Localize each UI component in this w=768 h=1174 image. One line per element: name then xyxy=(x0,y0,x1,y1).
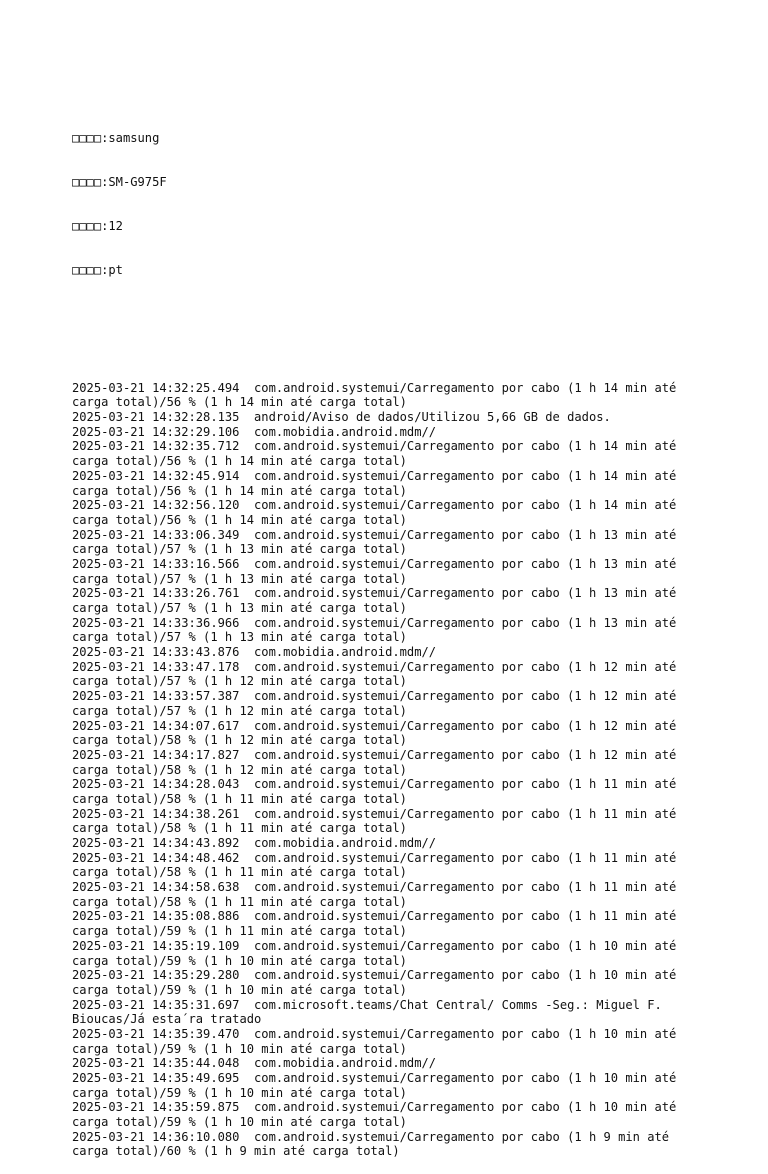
log-entry-line: 2025-03-21 14:34:28.043 com.android.systemui/Carregamento por cabo (1 h 11 min até xyxy=(72,777,677,792)
log-entry-line: carga total)/58 % (1 h 11 min até carga total) xyxy=(72,865,407,880)
log-entry xyxy=(72,998,712,1027)
log-entry-line: carga total)/57 % (1 h 12 min até carga total) xyxy=(72,674,407,689)
log-entry xyxy=(72,836,712,851)
log-entry-line: 2025-03-21 14:34:58.638 com.android.systemui/Carregamento por cabo (1 h 11 min até xyxy=(72,880,677,895)
log-entry-line: carga total)/58 % (1 h 11 min até carga total) xyxy=(72,894,407,909)
log-entry-line: carga total)/59 % (1 h 10 min até carga total) xyxy=(72,953,407,968)
log-entry-line: carga total)/60 % (1 h 9 min até carga total) xyxy=(72,1144,400,1159)
log-entry-line: carga total)/58 % (1 h 12 min até carga total) xyxy=(72,762,407,777)
log-entry-line: carga total)/58 % (1 h 12 min até carga total) xyxy=(72,733,407,748)
log-entry-line: carga total)/56 % (1 h 14 min até carga total) xyxy=(72,512,407,527)
log-entry-line: 2025-03-21 14:35:49.695 com.android.systemui/Carregamento por cabo (1 h 10 min até xyxy=(72,1071,677,1085)
log-entry-line: 2025-03-21 14:35:08.886 com.android.systemui/Carregamento por cabo (1 h 11 min até xyxy=(72,909,677,924)
log-entry-line: carga total)/57 % (1 h 13 min até carga total) xyxy=(72,571,407,586)
log-entry xyxy=(72,645,712,660)
log-entry xyxy=(72,689,712,718)
log-entry-line: carga total)/59 % (1 h 10 min até carga total) xyxy=(72,1041,407,1056)
log-entry xyxy=(72,616,712,645)
log-entry-line: 2025-03-21 14:32:35.712 com.android.systemui/Carregamento por cabo (1 h 14 min até xyxy=(72,439,677,454)
log-entry-line: 2025-03-21 14:35:19.109 com.android.systemui/Carregamento por cabo (1 h 10 min até xyxy=(72,938,677,953)
log-entry-line: 2025-03-21 14:33:16.566 com.android.systemui/Carregamento por cabo (1 h 13 min até xyxy=(72,556,677,571)
log-entry-line: carga total)/59 % (1 h 10 min até carga total) xyxy=(72,1085,407,1100)
log-entry xyxy=(72,1071,712,1100)
log-entry-line: 2025-03-21 14:35:44.048 com.mobidia.android.mdm// xyxy=(72,1056,437,1071)
log-entry-line: carga total)/57 % (1 h 13 min até carga total) xyxy=(72,542,407,557)
log-entry xyxy=(72,719,712,748)
log-entry xyxy=(72,909,712,938)
log-entry xyxy=(72,1100,712,1129)
log-entry-line: 2025-03-21 14:32:29.106 com.mobidia.android.mdm// xyxy=(72,424,437,439)
log-entry-line: carga total)/57 % (1 h 13 min até carga total) xyxy=(72,601,407,615)
log-entry xyxy=(72,469,712,498)
device-info-line: □□□□:samsung xyxy=(72,130,160,145)
log-entry-line: carga total)/56 % (1 h 14 min até carga total) xyxy=(72,483,407,498)
log-entry xyxy=(72,807,712,836)
log-entry-line: 2025-03-21 14:32:28.135 android/Aviso de dados/Utilizou 5,66 GB de dados. xyxy=(72,410,611,425)
log-entry xyxy=(72,1056,712,1071)
log-entry-line: 2025-03-21 14:36:10.080 com.android.systemui/Carregamento por cabo (1 h 9 min até xyxy=(72,1129,670,1144)
log-entry xyxy=(72,880,712,909)
log-entry-line: 2025-03-21 14:33:47.178 com.android.systemui/Carregamento por cabo (1 h 12 min até xyxy=(72,659,677,674)
log-entry xyxy=(72,381,712,410)
log-entry xyxy=(72,777,712,806)
spacer xyxy=(72,337,712,352)
log-entry-line: carga total)/59 % (1 h 10 min até carga total) xyxy=(72,982,407,997)
log-entry-line: 2025-03-21 14:32:25.494 com.android.systemui/Carregamento por cabo (1 h 14 min até xyxy=(72,380,677,395)
log-entry-line: 2025-03-21 14:35:59.875 com.android.systemui/Carregamento por cabo (1 h 10 min até xyxy=(72,1100,677,1115)
log-entry-line: carga total)/59 % (1 h 11 min até carga total) xyxy=(72,924,407,939)
log-entry-line: 2025-03-21 14:34:17.827 com.android.systemui/Carregamento por cabo (1 h 12 min até xyxy=(72,747,677,762)
log-document xyxy=(72,72,712,1174)
log-entries xyxy=(72,381,712,1159)
log-entry-line: 2025-03-21 14:35:31.697 com.microsoft.teams/Chat Central/ Comms -Seg.: Miguel F. xyxy=(72,997,662,1012)
log-entry-line: 2025-03-21 14:34:43.892 com.mobidia.android.mdm// xyxy=(72,836,437,850)
log-entry-line: 2025-03-21 14:33:06.349 com.android.systemui/Carregamento por cabo (1 h 13 min até xyxy=(72,527,677,542)
log-entry-line: carga total)/58 % (1 h 11 min até carga total) xyxy=(72,791,407,806)
log-entry-line: 2025-03-21 14:33:43.876 com.mobidia.android.mdm// xyxy=(72,645,437,660)
log-entry-line: 2025-03-21 14:33:26.761 com.android.systemui/Carregamento por cabo (1 h 13 min até xyxy=(72,586,677,601)
log-entry-line: carga total)/56 % (1 h 14 min até carga total) xyxy=(72,454,407,469)
log-entry xyxy=(72,528,712,557)
log-entry xyxy=(72,410,712,425)
log-entry-line: Bioucas/Já esta´ra tratado xyxy=(72,1012,262,1027)
log-entry-line: 2025-03-21 14:33:36.966 com.android.systemui/Carregamento por cabo (1 h 13 min até xyxy=(72,615,677,630)
log-entry-line: carga total)/57 % (1 h 13 min até carga total) xyxy=(72,630,407,645)
device-info xyxy=(72,101,712,307)
log-entry xyxy=(72,939,712,968)
device-info-line: □□□□:pt xyxy=(72,263,123,278)
log-entry-line: 2025-03-21 14:34:38.261 com.android.systemui/Carregamento por cabo (1 h 11 min até xyxy=(72,806,677,821)
log-entry xyxy=(72,1130,712,1159)
device-info-line: □□□□:SM-G975F xyxy=(72,174,167,189)
log-entry xyxy=(72,425,712,440)
log-entry xyxy=(72,968,712,997)
device-info-line: □□□□:12 xyxy=(72,219,123,233)
log-entry-line: carga total)/59 % (1 h 10 min até carga total) xyxy=(72,1115,407,1130)
log-entry-line: carga total)/57 % (1 h 12 min até carga total) xyxy=(72,703,407,718)
log-entry xyxy=(72,660,712,689)
log-entry xyxy=(72,851,712,880)
log-entry xyxy=(72,498,712,527)
log-entry-line: 2025-03-21 14:35:29.280 com.android.systemui/Carregamento por cabo (1 h 10 min até xyxy=(72,968,677,983)
log-entry-line: 2025-03-21 14:34:48.462 com.android.systemui/Carregamento por cabo (1 h 11 min até xyxy=(72,850,677,865)
log-entry xyxy=(72,586,712,615)
log-entry-line: 2025-03-21 14:33:57.387 com.android.systemui/Carregamento por cabo (1 h 12 min até xyxy=(72,689,677,704)
log-entry-line: 2025-03-21 14:35:39.470 com.android.systemui/Carregamento por cabo (1 h 10 min até xyxy=(72,1026,677,1041)
log-entry xyxy=(72,557,712,586)
log-entry xyxy=(72,1027,712,1056)
log-entry-line: 2025-03-21 14:32:45.914 com.android.systemui/Carregamento por cabo (1 h 14 min até xyxy=(72,468,677,483)
log-entry-line: 2025-03-21 14:34:07.617 com.android.systemui/Carregamento por cabo (1 h 12 min até xyxy=(72,718,677,733)
log-entry-line: carga total)/58 % (1 h 11 min até carga total) xyxy=(72,821,407,836)
log-entry-line: carga total)/56 % (1 h 14 min até carga total) xyxy=(72,395,407,410)
log-entry xyxy=(72,439,712,468)
log-entry xyxy=(72,748,712,777)
log-entry-line: 2025-03-21 14:32:56.120 com.android.systemui/Carregamento por cabo (1 h 14 min até xyxy=(72,498,677,513)
